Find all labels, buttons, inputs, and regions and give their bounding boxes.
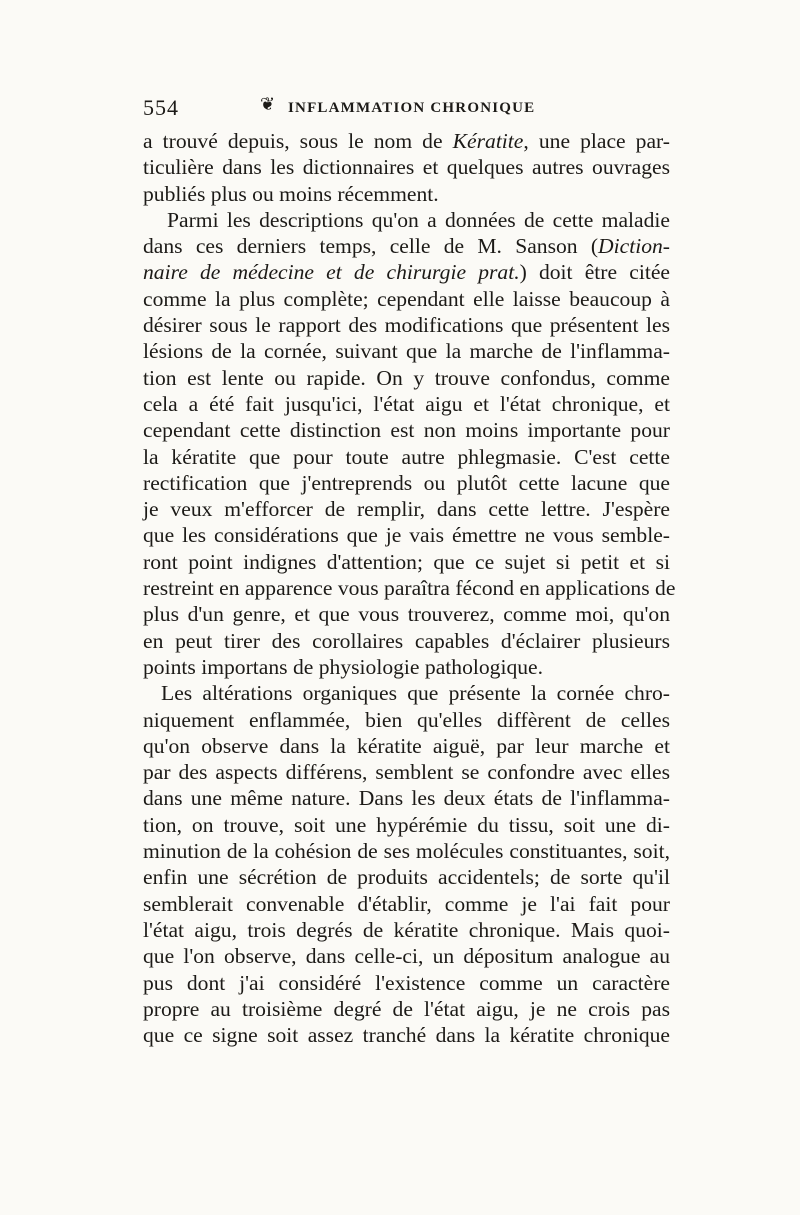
- fleuron-icon: ❦: [260, 94, 276, 114]
- text-line: restreint en apparence vous paraîtra fécond en applications de: [143, 576, 676, 601]
- page-number: 554: [143, 95, 179, 120]
- text-line: semblerait convenable d'établir, comme je l'ai fait pour: [143, 891, 670, 916]
- text-line: l'état aigu, trois degrés de kératite chronique. Mais quoi-: [143, 917, 670, 942]
- text-line: désirer sous le rapport des modifications que présentent les: [143, 313, 670, 338]
- text-line: propre au troisième degré de l'état aigu, je ne crois pas: [143, 996, 670, 1021]
- text-line: que ce signe soit assez tranché dans la kératite chronique: [143, 1023, 670, 1048]
- text-line: qu'on observe dans la kératite aiguë, par leur marche et: [143, 733, 670, 758]
- text-line: dans une même nature. Dans les deux états de l'inflamma-: [143, 786, 670, 811]
- text-line: minution de la cohésion de ses molécules constituantes, soit,: [143, 839, 670, 864]
- text-line: je veux m'efforcer de remplir, dans cette lettre. J'espère: [143, 497, 670, 522]
- text-line: niquement enflammée, bien qu'elles diffèrent de celles: [143, 707, 670, 732]
- text-line: tion, on trouve, soit une hypérémie du tissu, soit une di-: [143, 812, 670, 837]
- text-line: naire de médecine et de chirurgie prat.) doit être citée: [143, 260, 671, 285]
- running-head: INFLAMMATION CHRONIQUE: [288, 100, 536, 116]
- text-line: en peut tirer des corollaires capables d'éclairer plusieurs: [143, 628, 670, 653]
- text-line: la kératite que pour toute autre phlegmasie. C'est cette: [143, 444, 670, 469]
- text-line: Les altérations organiques que présente la cornée chro-: [161, 681, 670, 706]
- text-line: cependant cette distinction est non moins importante pour: [143, 418, 670, 443]
- body-text: [143, 128, 676, 1048]
- text-line: enfin une sécrétion de produits accidentels; de sorte qu'il: [143, 865, 670, 890]
- text-line: ticulière dans les dictionnaires et quelques autres ouvrages: [143, 155, 670, 180]
- text-line: pus dont j'ai considéré l'existence comme un caractère: [143, 970, 670, 995]
- text-line: ront point indignes d'attention; que ce sujet si petit et si: [143, 549, 670, 574]
- text-line: que l'on observe, dans celle-ci, un dépositum analogue au: [143, 944, 670, 969]
- text-line: comme la plus complète; cependant elle laisse beaucoup à: [143, 286, 670, 311]
- text-line: rectification que j'entreprends ou plutôt cette lacune que: [143, 470, 670, 495]
- text-line: tion est lente ou rapide. On y trouve confondus, comme: [143, 365, 670, 390]
- text-line: par des aspects différens, semblent se confondre avec elles: [143, 760, 670, 785]
- text-line: publiés plus ou moins récemment.: [143, 181, 439, 206]
- page-header: [143, 95, 663, 119]
- text-line: points importans de physiologie pathologique.: [143, 654, 544, 679]
- text-line: lésions de la cornée, suivant que la marche de l'inflamma-: [143, 339, 670, 364]
- text-line: dans ces derniers temps, celle de M. Sanson (Diction-: [143, 234, 670, 259]
- text-line: cela a été fait jusqu'ici, l'état aigu et l'état chronique, et: [143, 391, 670, 416]
- text-line: Parmi les descriptions qu'on a données de cette maladie: [167, 207, 670, 232]
- text-line: plus d'un genre, et que vous trouverez, comme moi, qu'on: [143, 602, 670, 627]
- text-line: que les considérations que je vais émettre ne vous semble-: [143, 523, 670, 548]
- text-line: a trouvé depuis, sous le nom de Kératite, une place par-: [143, 129, 671, 153]
